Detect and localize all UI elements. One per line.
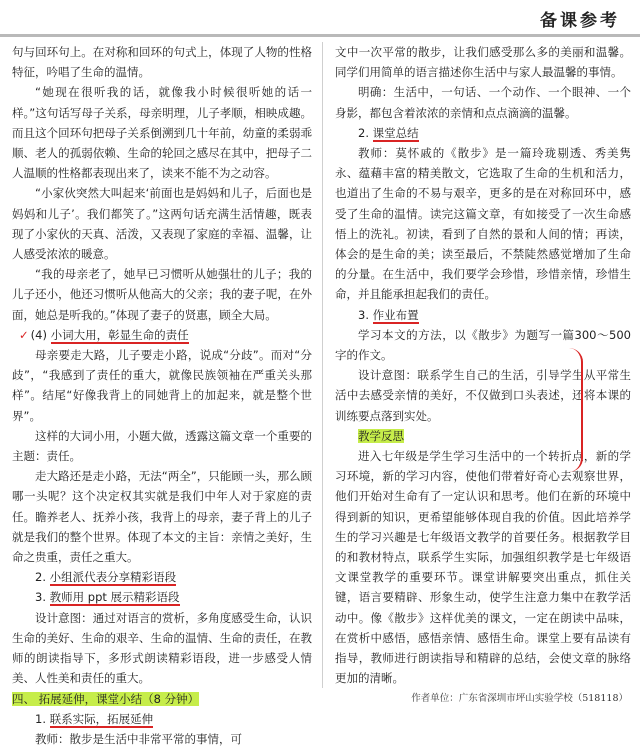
right-paragraph: 文中一次平常的散步，让我们感受那么多的美丽和温馨。同学们用简单的语言描述你生活中与家人最温馨的事情。 [335, 45, 631, 80]
heading-title: 联系实际，拓展延伸 [49, 711, 154, 726]
left-paragraph: “她现在很听我的话，就像我小时候很听她的话一样。”这句话写母子关系，母亲明理，儿子孝顺，相映成趣。而且这个回环句把母子关系倒溯到几十年前，幼童的柔弱乖顺、老人的孤弱依赖、生命的轮回之感尽在其中，把母子二人温顺的性格都表现出来了，读来不能不为之动容。 [12, 85, 312, 181]
left-paragraph: 设计意图：通过对语言的赏析，多角度感受生命，认识生命的美好、生命的艰辛、生命的温情、生命的责任，在教师的朗读指导下，多形式朗读精彩语段，进一步感受人情美、人性美和责任的重大。 [12, 610, 312, 686]
heading-text-group [35, 712, 153, 728]
left-section-heading [12, 567, 312, 587]
left-section-heading [12, 325, 312, 345]
heading-title: 作业布置 [372, 307, 419, 322]
heading-text-group [358, 429, 404, 443]
heading-text-group [35, 570, 176, 586]
heading-number: 2. [35, 570, 46, 585]
left-column [12, 42, 312, 749]
right-column [335, 42, 631, 689]
header-label: 备课参考 [540, 11, 620, 31]
heading-text-group [35, 590, 180, 606]
left-paragraph: 母亲要走大路，儿子要走小路，说成“分歧”。而对“分歧”，“我感到了责任的重大，就像民族领袖在严重关头那样”。结尾“好像我背上的同她背上的加起来，就是整个世界”。 [12, 348, 312, 423]
author-footer: 作者单位：广东省深圳市坪山实验学校（518118） [411, 693, 628, 704]
right-section-heading [335, 123, 631, 143]
left-paragraph: 教师：散步是生活中非常平常的事情，可 [35, 731, 242, 746]
left-paragraph: 这样的大词小用，小题大做，透露这篇文章一个重要的主题：责任。 [12, 428, 312, 464]
heading-number: 四、 [12, 691, 35, 706]
heading-number: (4) [30, 327, 47, 342]
red-bracket-annotation [563, 348, 583, 472]
heading-title: 教学反思 [358, 428, 404, 443]
right-paragraph: 明确：生活中，一句话、一个动作、一个眼神、一个身影，都包含着浓浓的亲情和点点滴滴的温馨。 [335, 85, 631, 120]
heading-number: 3. [358, 307, 369, 322]
left-section-heading [12, 587, 312, 607]
column-divider [322, 42, 323, 688]
right-section-heading [335, 305, 631, 325]
heading-title: 教师用 ppt 展示精彩语段 [49, 590, 180, 605]
right-paragraph: 教师：莫怀戚的《散步》是一篇玲珑剔透、秀美隽永、蕴藉丰富的精美散文，它选取了生命的生机和活力，也道出了生命的不易与艰辛，更多的是在对称回环中，感受了生命的温情。读完这篇文章，有如接受了一次生命感悟上的洗礼。初读，看到了自然的景和人间的情；再读，体会的是生命的美；读至最后，不禁陡然感觉增加了生命的分量。在生活中，我们要学会珍惜，珍惜亲情，珍惜生命，并且能承担起我们的责任。 [335, 146, 631, 302]
heading-text-group [12, 692, 199, 706]
heading-title: 拓展延伸，课堂小结（8 分钟） [38, 691, 200, 706]
red-check-mark: ✓ [19, 327, 29, 342]
right-section-heading [335, 426, 631, 446]
page-header [0, 0, 640, 37]
heading-text-group [358, 308, 419, 324]
heading-title: 小词大用，彰显生命的责任 [50, 327, 189, 342]
heading-text-group [358, 126, 419, 142]
right-paragraph: 设计意图：联系学生自己的生活，引导学生从平常生活中去感受亲情的美好，不仅做到口头表述，还将本课的训练要点落到实处。 [335, 368, 631, 423]
heading-title: 课堂总结 [372, 125, 419, 140]
heading-number: 2. [358, 125, 369, 140]
heading-title: 小组派代表分享精彩语段 [49, 570, 177, 585]
left-paragraph: 句与回环句上。在对称和回环的句式上，体现了人物的性格特征，吟唱了生命的温情。 [12, 45, 312, 80]
right-paragraph: 进入七年级是学生学习生活中的一个转折点，新的学习环境，新的学习内容，使他们带着好奇心去观察世界，他们开始对生命有了一定认识和思考。他们在新的环境中得到新的知识，更希望能够体现自我的价值。因此培养学生的学习兴趣是七年级语文教学的首要任务。根据教学目的和教材特点，联系学生实际，加强组织教学是七年级语文课堂教学的重要环节。课堂讲解要突出重点，抓住关键，语言要精辟、形象生动，使学生注意力集中在教学活动中。像《散步》这样优美的课文，一定在朗读中品味，在赏析中感悟，感悟亲情、感悟生命。课堂上要有品读有指导，教师进行朗读指导和精辟的总结，会使文章的脉络更加的清晰。 [335, 449, 631, 686]
left-paragraph: 走大路还是走小路，无法“两全”，只能顾一头，那么顾哪一头呢？这个决定权其实就是我们中年人对于家庭的责任。瞻养老人、抚养小孩，我背上的母亲，妻子背上的儿子就是我们的整个世界。体现了本文的主旨：亲情之美好，生命之贵重，责任之重大。 [12, 469, 312, 565]
heading-text-group [31, 328, 189, 344]
right-paragraph: 学习本文的方法，以《散步》为题写一篇300～500 字的作文。 [335, 327, 631, 363]
left-paragraph: “小家伙突然大叫起来‘前面也是妈妈和儿子，后面也是妈妈和儿子’。我们都笑了。”这两句话充满生活情趣，既表现了小家伙的天真、活泼，又表现了家庭的幸福、温馨，让人感受浓浓的暖意。 [12, 186, 312, 262]
left-section-heading [12, 689, 312, 709]
heading-number: 3. [35, 590, 46, 605]
left-paragraph: “我的母亲老了，她早已习惯听从她强壮的儿子；我的儿子还小，他还习惯听从他高大的父亲；我的妻子呢，在外面，她总是听我的。”体现了妻子的贤惠，顾全大局。 [12, 267, 312, 322]
heading-number: 1. [35, 711, 46, 726]
left-section-heading [12, 709, 312, 729]
